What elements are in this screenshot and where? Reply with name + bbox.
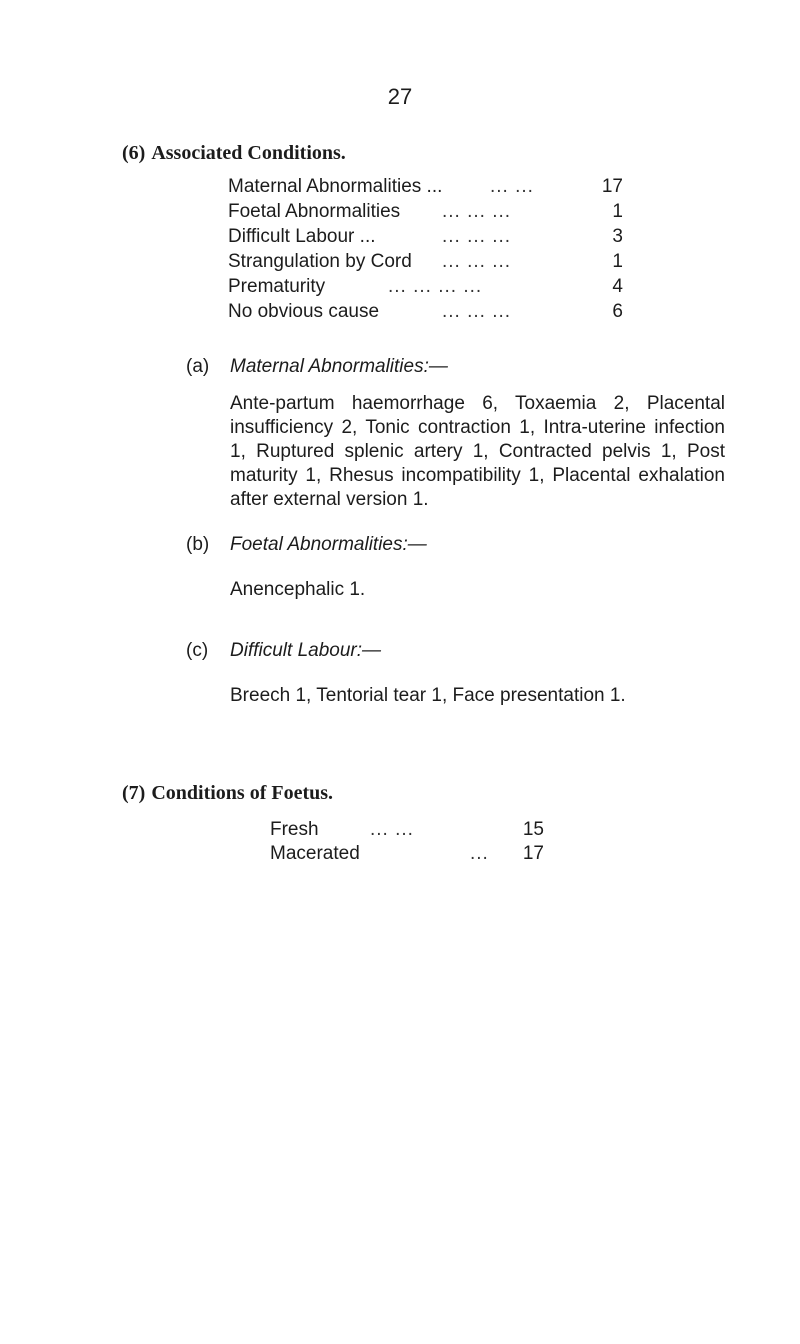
condition-value: 4 bbox=[612, 276, 623, 297]
condition-row bbox=[228, 225, 628, 249]
subsection-a-letter: (a) bbox=[186, 356, 210, 377]
subsection-c-heading bbox=[186, 640, 586, 664]
subsection-a-text: Ante-partum haemorrhage 6, Toxaemia 2, Placental insufficiency 2, Tonic contraction 1, Intra-uterine infection 1, Ruptured splenic artery 1, Contracted pelvis 1, Post maturity 1, Rhesus incompatibility 1, Placental exhalation after external version 1. bbox=[230, 393, 725, 510]
foetus-condition-leader-dots: ... bbox=[470, 843, 489, 864]
condition-leader-dots: ... ... ... bbox=[442, 201, 512, 222]
section-6-heading bbox=[122, 142, 346, 165]
condition-label: Prematurity bbox=[228, 276, 326, 297]
condition-leader-dots: ... ... ... bbox=[442, 226, 512, 247]
foetus-condition-row bbox=[270, 818, 550, 842]
condition-leader-dots: ... ... ... ... bbox=[388, 276, 483, 297]
subsection-c-title: Difficult Labour:— bbox=[230, 640, 382, 661]
subsection-b-text: Anencephalic 1. bbox=[230, 579, 366, 600]
subsection-a-heading bbox=[186, 356, 586, 380]
foetus-condition-label: Fresh bbox=[270, 819, 319, 840]
foetus-condition-value: 15 bbox=[522, 819, 544, 840]
foetus-condition-row bbox=[270, 842, 550, 866]
condition-label: No obvious cause bbox=[228, 301, 380, 322]
condition-row bbox=[228, 250, 628, 274]
subsection-b-title: Foetal Abnormalities:— bbox=[230, 534, 427, 555]
condition-row bbox=[228, 175, 628, 199]
condition-label: Maternal Abnormalities ... bbox=[228, 176, 443, 197]
subsection-b-letter: (b) bbox=[186, 534, 210, 555]
foetus-condition-label: Macerated bbox=[270, 843, 360, 864]
section-7-title: Conditions of Foetus. bbox=[151, 782, 334, 804]
condition-value: 17 bbox=[601, 176, 623, 197]
condition-label: Difficult Labour ... bbox=[228, 226, 376, 247]
foetus-condition-leader-dots: ... ... bbox=[370, 819, 414, 840]
section-7-number: (7) bbox=[122, 782, 146, 804]
page-number: 27 bbox=[387, 84, 413, 109]
condition-leader-dots: ... ... ... bbox=[442, 251, 512, 272]
condition-row bbox=[228, 300, 628, 324]
condition-label: Foetal Abnormalities bbox=[228, 201, 401, 222]
condition-value: 6 bbox=[612, 301, 623, 322]
section-6-number: (6) bbox=[122, 142, 146, 164]
subsection-b-heading bbox=[186, 534, 586, 558]
condition-leader-dots: ... ... ... bbox=[442, 301, 512, 322]
section-7-heading bbox=[122, 782, 333, 805]
condition-leader-dots: ... ... bbox=[490, 176, 534, 197]
section-6-title: Associated Conditions. bbox=[151, 142, 346, 164]
condition-row bbox=[228, 200, 628, 224]
subsection-c-text: Breech 1, Tentorial tear 1, Face presentation 1. bbox=[230, 685, 626, 706]
condition-value: 3 bbox=[612, 226, 623, 247]
condition-value: 1 bbox=[612, 251, 623, 272]
condition-row bbox=[228, 275, 628, 299]
condition-value: 1 bbox=[612, 201, 623, 222]
subsection-c-letter: (c) bbox=[186, 640, 209, 661]
subsection-a-title: Maternal Abnormalities:— bbox=[230, 356, 448, 377]
condition-label: Strangulation by Cord bbox=[228, 251, 412, 272]
foetus-condition-value: 17 bbox=[522, 843, 544, 864]
